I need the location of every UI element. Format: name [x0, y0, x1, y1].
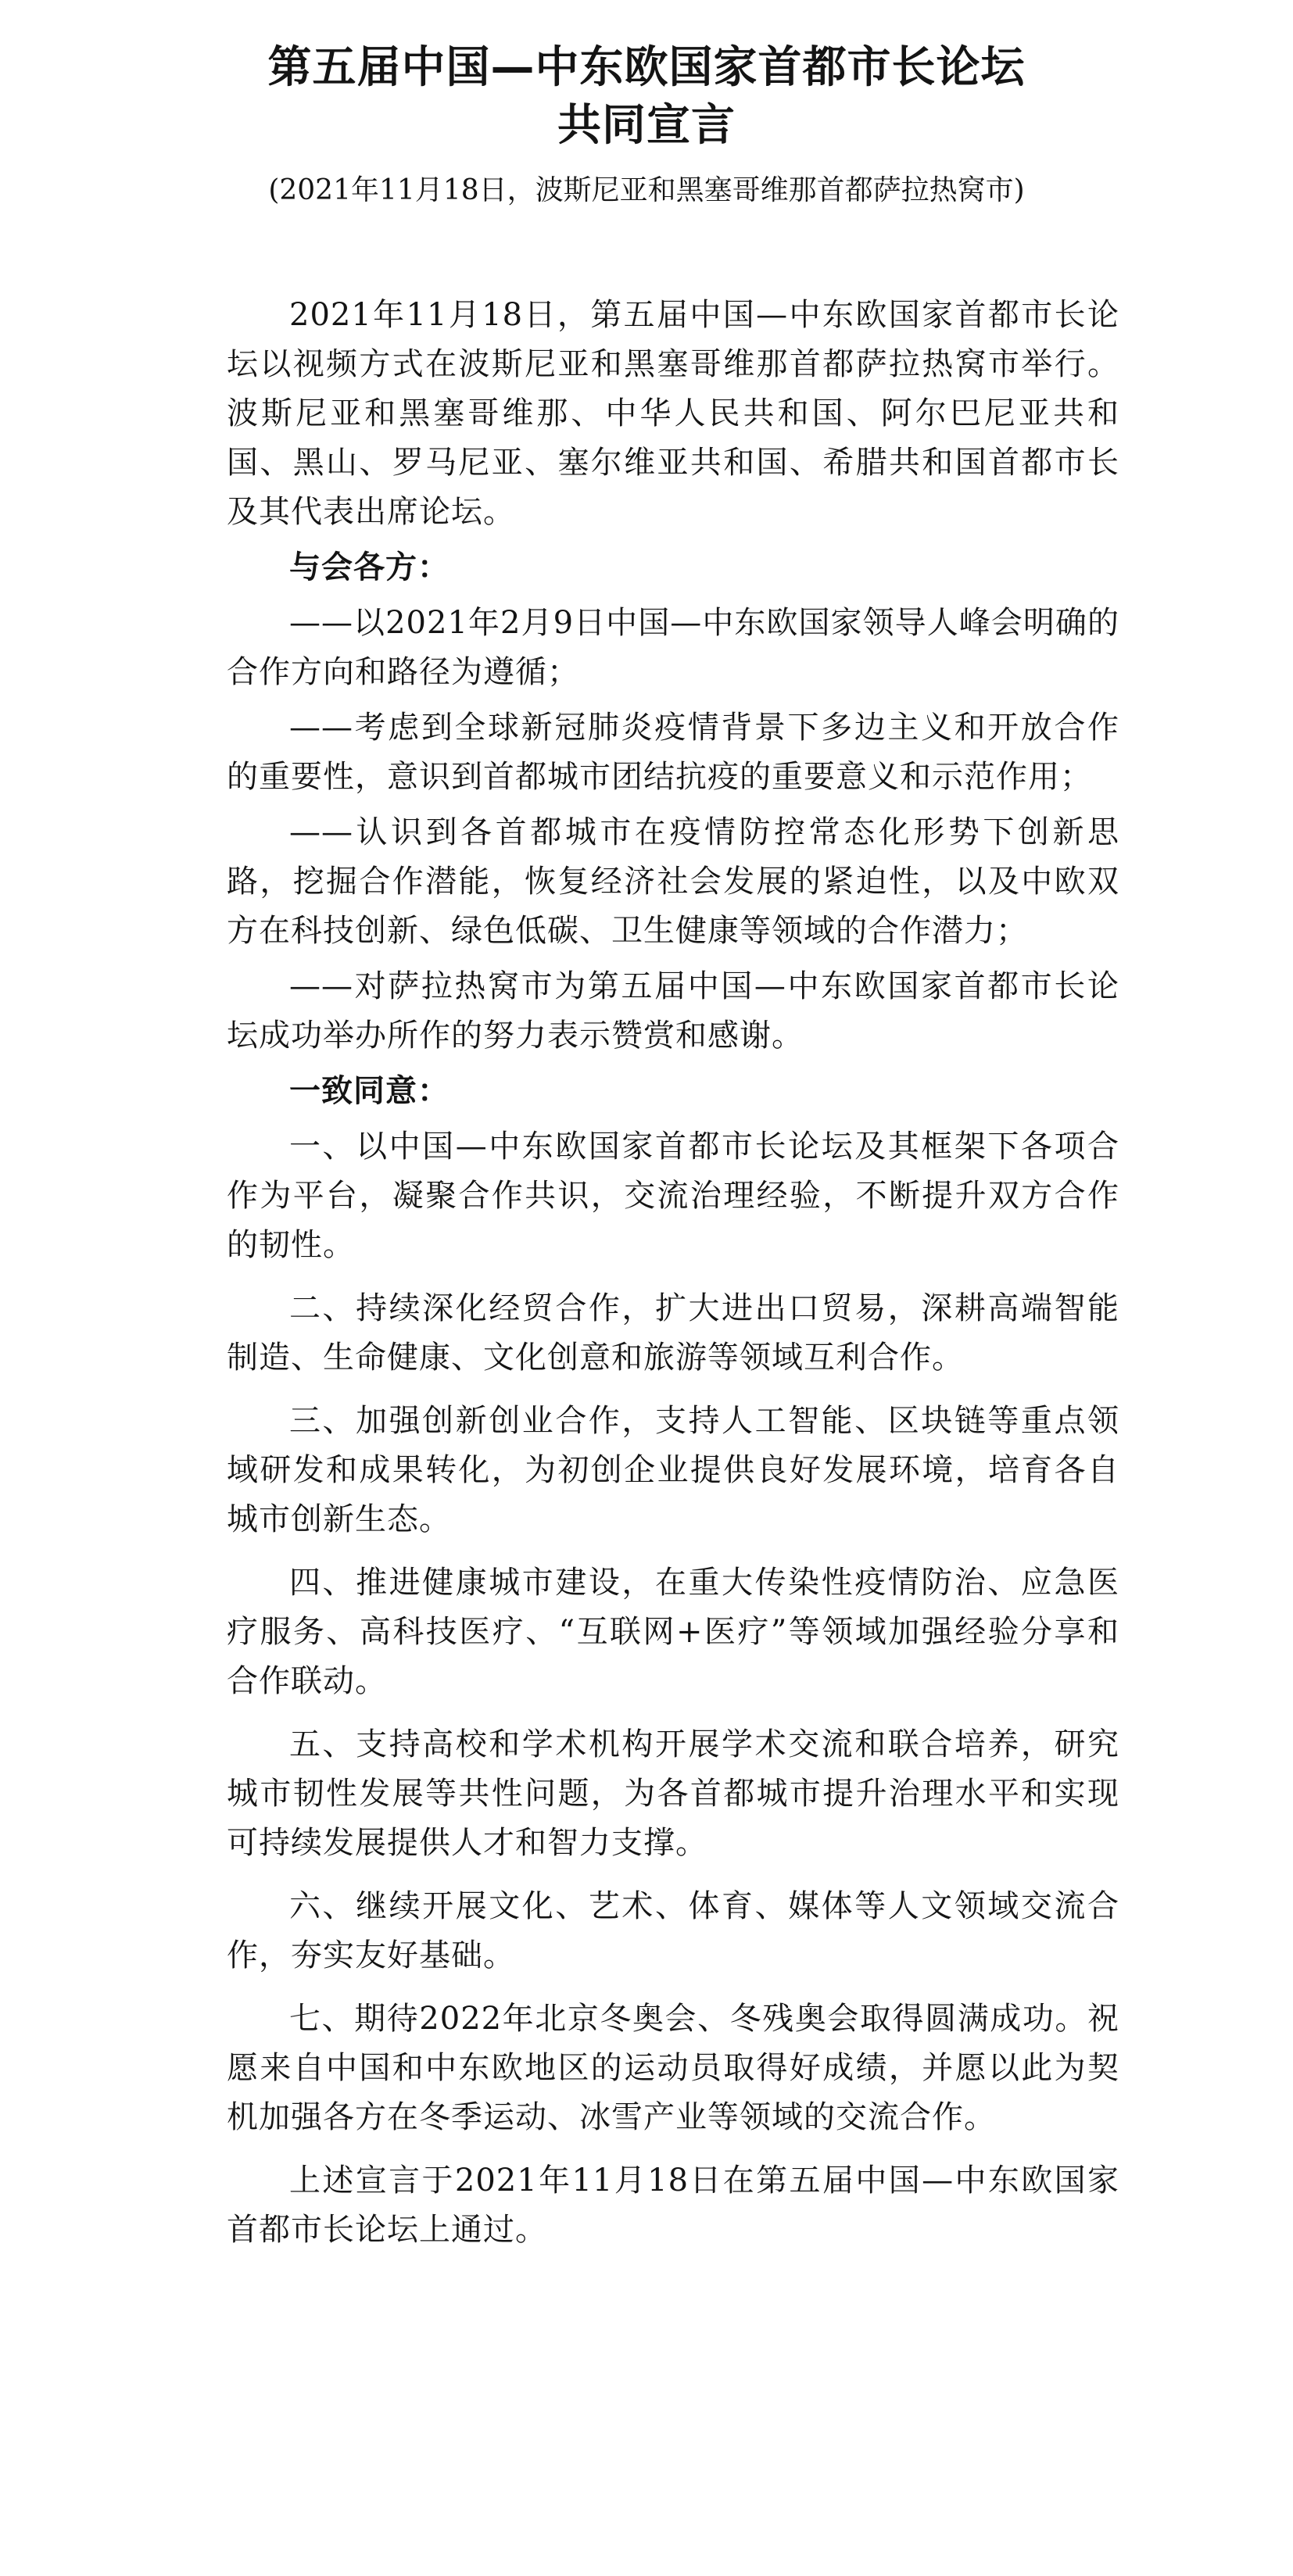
agreement-item: 七、期待2022年北京冬奥会、冬残奥会取得圆满成功。祝愿来自中国和中东欧地区的运动员取得好成绩，并愿以此为契机加强各方在冬季运动、冰雪产业等领域的交流合作。: [227, 2001, 1119, 2135]
agreement-item: 六、继续开展文化、艺术、体育、媒体等人文领域交流合作，夯实友好基础。: [227, 1888, 1119, 1973]
agreement-item: 二、持续深化经贸合作，扩大进出口贸易，深耕高端智能制造、生命健康、文化创意和旅游等领域互利合作。: [227, 1290, 1119, 1376]
title-block: [0, 39, 1293, 209]
participants-item: ——对萨拉热窝市为第五届中国—中东欧国家首都市长论坛成功举办所作的努力表示赞赏和感谢。: [227, 968, 1119, 1054]
document-body: [227, 291, 1119, 2255]
document-title-line1: 第五届中国—中东欧国家首都市长论坛: [267, 42, 1026, 93]
document-title-line2: 共同宣言: [557, 100, 736, 151]
participants-heading: 与会各方：: [289, 549, 450, 585]
participants-item: ——考虑到全球新冠肺炎疫情背景下多边主义和开放合作的重要性，意识到首都城市团结抗疫的重要意义和示范作用；: [227, 710, 1119, 795]
intro-paragraph: 2021年11月18日，第五届中国—中东欧国家首都市长论坛以视频方式在波斯尼亚和黑塞哥维那首都萨拉热窝市举行。波斯尼亚和黑塞哥维那、中华人民共和国、阿尔巴尼亚共和国、黑山、罗马尼亚、塞尔维亚共和国、希腊共和国首都市长及其代表出席论坛。: [227, 297, 1119, 530]
agreement-item: 三、加强创新创业合作，支持人工智能、区块链等重点领域研发和成果转化，为初创企业提供良好发展环境，培育各自城市创新生态。: [227, 1403, 1119, 1537]
agreement-item: 五、支持高校和学术机构开展学术交流和联合培养，研究城市韧性发展等共性问题，为各首都城市提升治理水平和实现可持续发展提供人才和智力支撑。: [227, 1726, 1119, 1861]
document-subtitle: (2021年11月18日，波斯尼亚和黑塞哥维那首都萨拉热窝市): [268, 174, 1025, 206]
participants-item: ——以2021年2月9日中国—中东欧国家领导人峰会明确的合作方向和路径为遵循；: [227, 605, 1119, 690]
agreement-item: 一、以中国—中东欧国家首都市长论坛及其框架下各项合作为平台，凝聚合作共识，交流治理经验，不断提升双方合作的韧性。: [227, 1129, 1119, 1263]
agree-heading: 一致同意：: [289, 1073, 450, 1109]
agreement-item: 四、推进健康城市建设，在重大传染性疫情防治、应急医疗服务、高科技医疗、“互联网+医疗”等领域加强经验分享和合作联动。: [227, 1565, 1119, 1699]
participants-item: ——认识到各首都城市在疫情防控常态化形势下创新思路，挖掘合作潜能，恢复经济社会发展的紧迫性，以及中欧双方在科技创新、绿色低碳、卫生健康等领域的合作潜力；: [227, 814, 1119, 949]
closing-paragraph: 上述宣言于2021年11月18日在第五届中国—中东欧国家首都市长论坛上通过。: [227, 2163, 1119, 2248]
